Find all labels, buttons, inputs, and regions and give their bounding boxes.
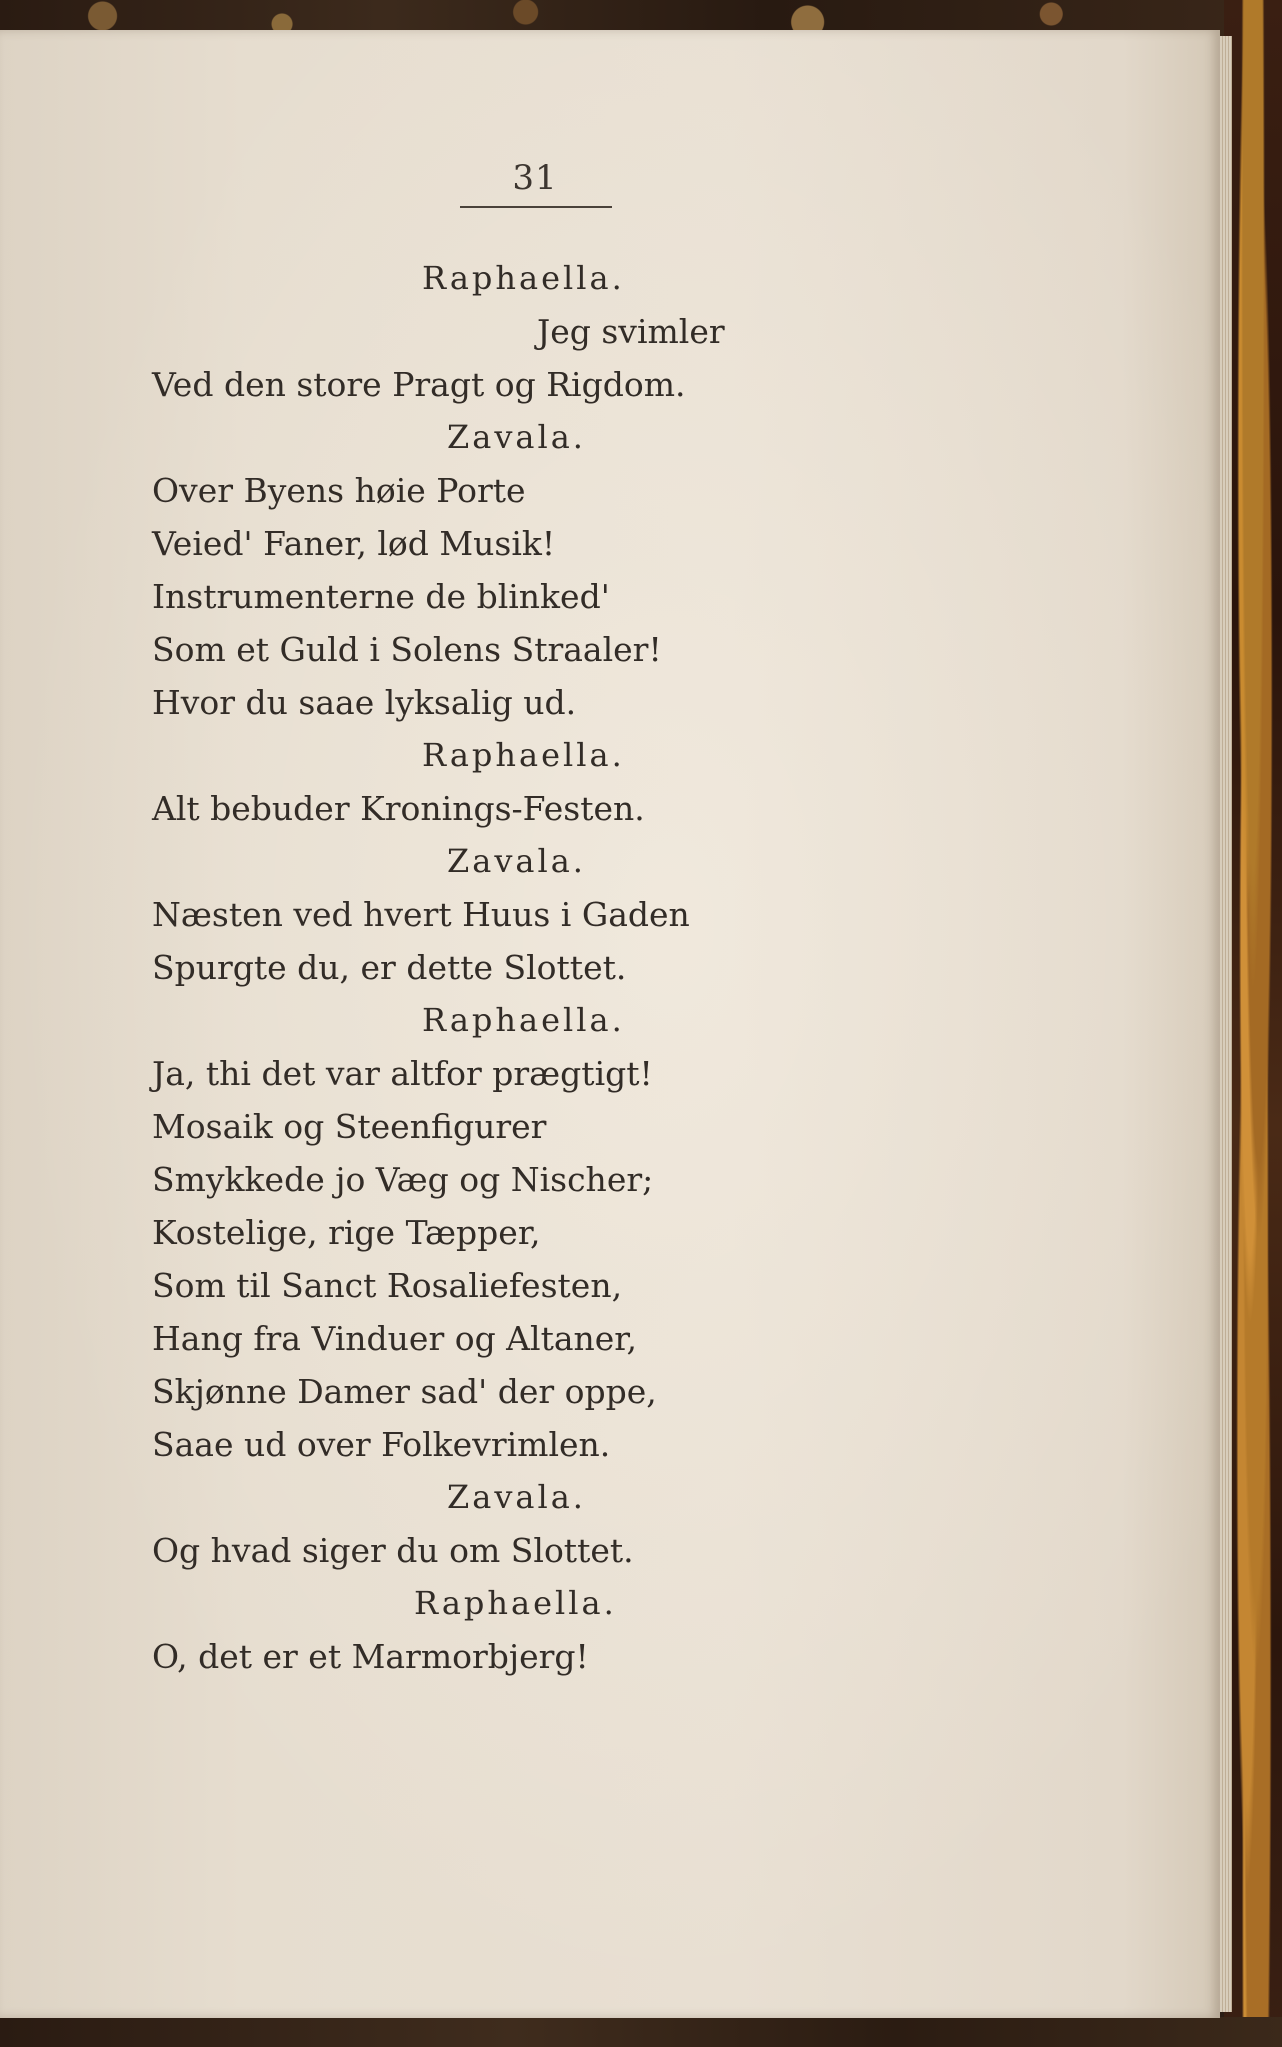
book-cover-right bbox=[1224, 0, 1282, 2047]
verse-line: Næsten ved hvert Huus i Gaden bbox=[152, 895, 690, 934]
verse-text-block bbox=[152, 252, 1052, 1683]
speaker-name: Raphaella. bbox=[414, 1584, 617, 1622]
verse-line: Alt bebuder Kronings-Festen. bbox=[152, 789, 645, 828]
page-number: 31 bbox=[512, 158, 558, 198]
verse-line: Saae ud over Folkevrimlen. bbox=[152, 1425, 611, 1464]
book-page bbox=[0, 30, 1220, 2018]
verse-line: Som et Guld i Solens Straaler! bbox=[152, 630, 662, 669]
verse-line: Spurgte du, er dette Slottet. bbox=[152, 948, 627, 987]
verse-line: Og hvad siger du om Slottet. bbox=[152, 1531, 634, 1570]
verse-line: Instrumenterne de blinked' bbox=[152, 577, 610, 616]
speaker-name: Zavala. bbox=[447, 418, 586, 456]
verse-line: Ja, thi det var altfor prægtigt! bbox=[152, 1054, 653, 1093]
speaker-name: Raphaella. bbox=[422, 1001, 625, 1039]
verse-line: Ved den store Pragt og Rigdom. bbox=[152, 365, 686, 404]
verse-line: Hang fra Vinduer og Altaner, bbox=[152, 1319, 637, 1358]
speaker-name: Raphaella. bbox=[422, 736, 625, 774]
verse-line: Jeg svimler bbox=[537, 312, 725, 351]
verse-line: Over Byens høie Porte bbox=[152, 471, 526, 510]
verse-line: O, det er et Marmorbjerg! bbox=[152, 1637, 589, 1676]
page-edge bbox=[1220, 36, 1232, 2012]
speaker-name: Zavala. bbox=[447, 1478, 586, 1516]
verse-line: Smykkede jo Væg og Nischer; bbox=[152, 1160, 654, 1199]
verse-line: Kostelige, rige Tæpper, bbox=[152, 1213, 541, 1252]
verse-line: Veied' Faner, lød Musik! bbox=[152, 524, 556, 563]
verse-line: Som til Sanct Rosaliefesten, bbox=[152, 1266, 623, 1305]
verse-line: Hvor du saae lyksalig ud. bbox=[152, 683, 577, 722]
book-cover-bottom bbox=[0, 2017, 1282, 2047]
page-number-rule bbox=[460, 206, 612, 208]
verse-line: Skjønne Damer sad' der oppe, bbox=[152, 1372, 657, 1411]
verse-line: Mosaik og Steenfigurer bbox=[152, 1107, 547, 1146]
speaker-name: Zavala. bbox=[447, 842, 586, 880]
speaker-name: Raphaella. bbox=[422, 259, 625, 297]
